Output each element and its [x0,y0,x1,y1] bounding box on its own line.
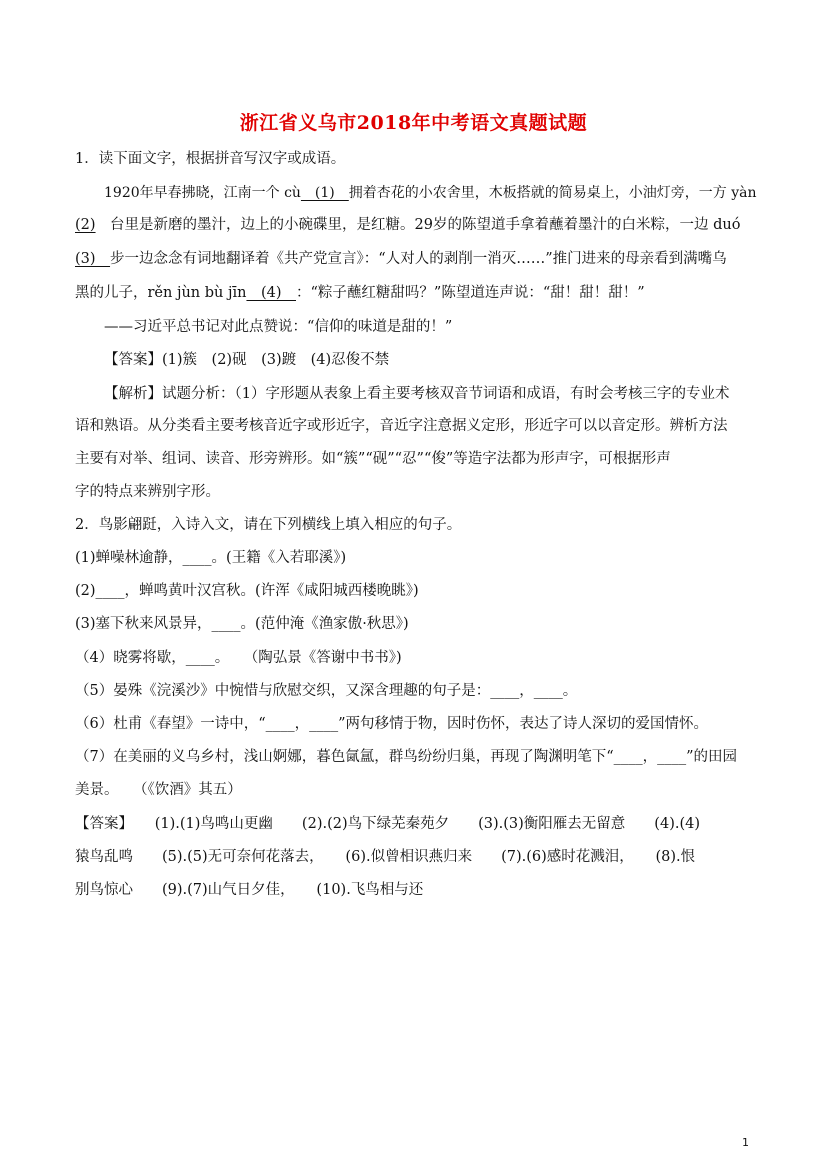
q2-stem: 2．鸟影翩跹，入诗入文，请在下列横线上填入相应的句子。 [75,517,462,533]
q1-passage-line-2 [75,215,740,235]
q1-text: ：“粽子蘸红糖甜吗？”陈望道连声说：“甜！甜！甜！” [296,285,645,301]
q1-text: 1920年早春拂晓，江南一个 cù [104,185,301,201]
q2-item: （4）晓雾将歇，____。 （陶弘景《答谢中书书》) [75,650,402,666]
blank-3: (3) [75,251,111,267]
q2-item: (2)____，蝉鸣黄叶汉宫秋。(许浑《咸阳城西楼晚眺》) [75,583,419,599]
q1-analysis-line: 【解析】试题分析：（1）字形题从表象上看主要考核双音节词语和成语，有时会考核三字的专业术 [104,386,730,402]
q1-analysis-line: 字的特点来辨别字形。 [75,484,220,500]
page-number: 1 [742,1136,749,1149]
q1-text: 步一边念念有词地翻译着《共产党宣言》：“人对人的剥削一消灭……”推门进来的母亲看到满嘴乌 [110,251,727,267]
q1-stem: 1．读下面文字，根据拼音写汉字或成语。 [75,151,346,167]
q2-answer-line: 猿鸟乱鸣 (5).(5)无可奈何花落去， (6).似曾相识燕归来 (7).(6)感时花溅泪， (8).恨 [75,849,696,865]
q1-text: 拥着杏花的小农舍里，木板搭就的简易桌上，小油灯旁，一方 yàn [348,185,757,201]
blank-2: (2) [75,217,96,233]
q2-item: (3)塞下秋来风景异，____。(范仲淹《渔家傲·秋思》) [75,616,409,632]
q1-answer: 【答案】(1)簇 (2)砚 (3)踱 (4)忍俊不禁 [104,352,390,368]
blank-1: (1) [300,185,349,201]
q1-text: 黑的儿子，rěn jùn bù jīn [75,285,247,301]
blank-4: (4) [246,285,296,301]
q1-text: 台里是新磨的墨汁，边上的小碗碟里，是红糖。29岁的陈望道手拿着蘸着墨汁的白米粽，一边 duó [95,217,741,233]
q2-item: （5）晏殊《浣溪沙》中惋惜与欣慰交织，又深含理趣的句子是：____，____。 [75,683,578,699]
q2-answer-line: 【答案】 (1).(1)鸟鸣山更幽 (2).(2)鸟下绿芜秦苑夕 (3).(3)衡阳雁去无留意 (4).(4) [75,816,700,832]
q2-item: 美景。 （《饮酒》其五） [75,782,242,798]
page-title: 浙江省义乌市2018年中考语文真题试题 [239,112,588,134]
q2-item: (1)蝉噪林逾静，____。(王籍《入若耶溪》) [75,550,347,566]
q1-passage-line-3 [75,249,727,269]
q2-answer-line: 别鸟惊心 (9).(7)山气日夕佳， (10).飞鸟相与还 [75,882,424,898]
q1-passage-line-4 [75,283,645,303]
q1-analysis-line: 主要有对举、组词、读音、形旁辨形。如“簇”“砚”“忍”“俊”等造字法都为形声字，可根据形声 [75,451,671,467]
q2-item: （7）在美丽的义乌乡村，浅山婀娜，暮色氤氲，群鸟纷纷归巢，再现了陶渊明笔下“____，____”的田园 [75,749,738,765]
q1-quote: ——习近平总书记对此点赞说：“信仰的味道是甜的！” [104,319,453,335]
q1-analysis-line: 语和熟语。从分类看主要考核音近字或形近字，音近字注意据义定形，形近字可以以音定形。辨析方法 [75,418,728,434]
q1-passage-line-1 [104,183,757,203]
q2-item: （6）杜甫《春望》一诗中，“____，____”两句移情于物，因时伤怀，表达了诗人深切的爱国情怀。 [75,716,709,732]
